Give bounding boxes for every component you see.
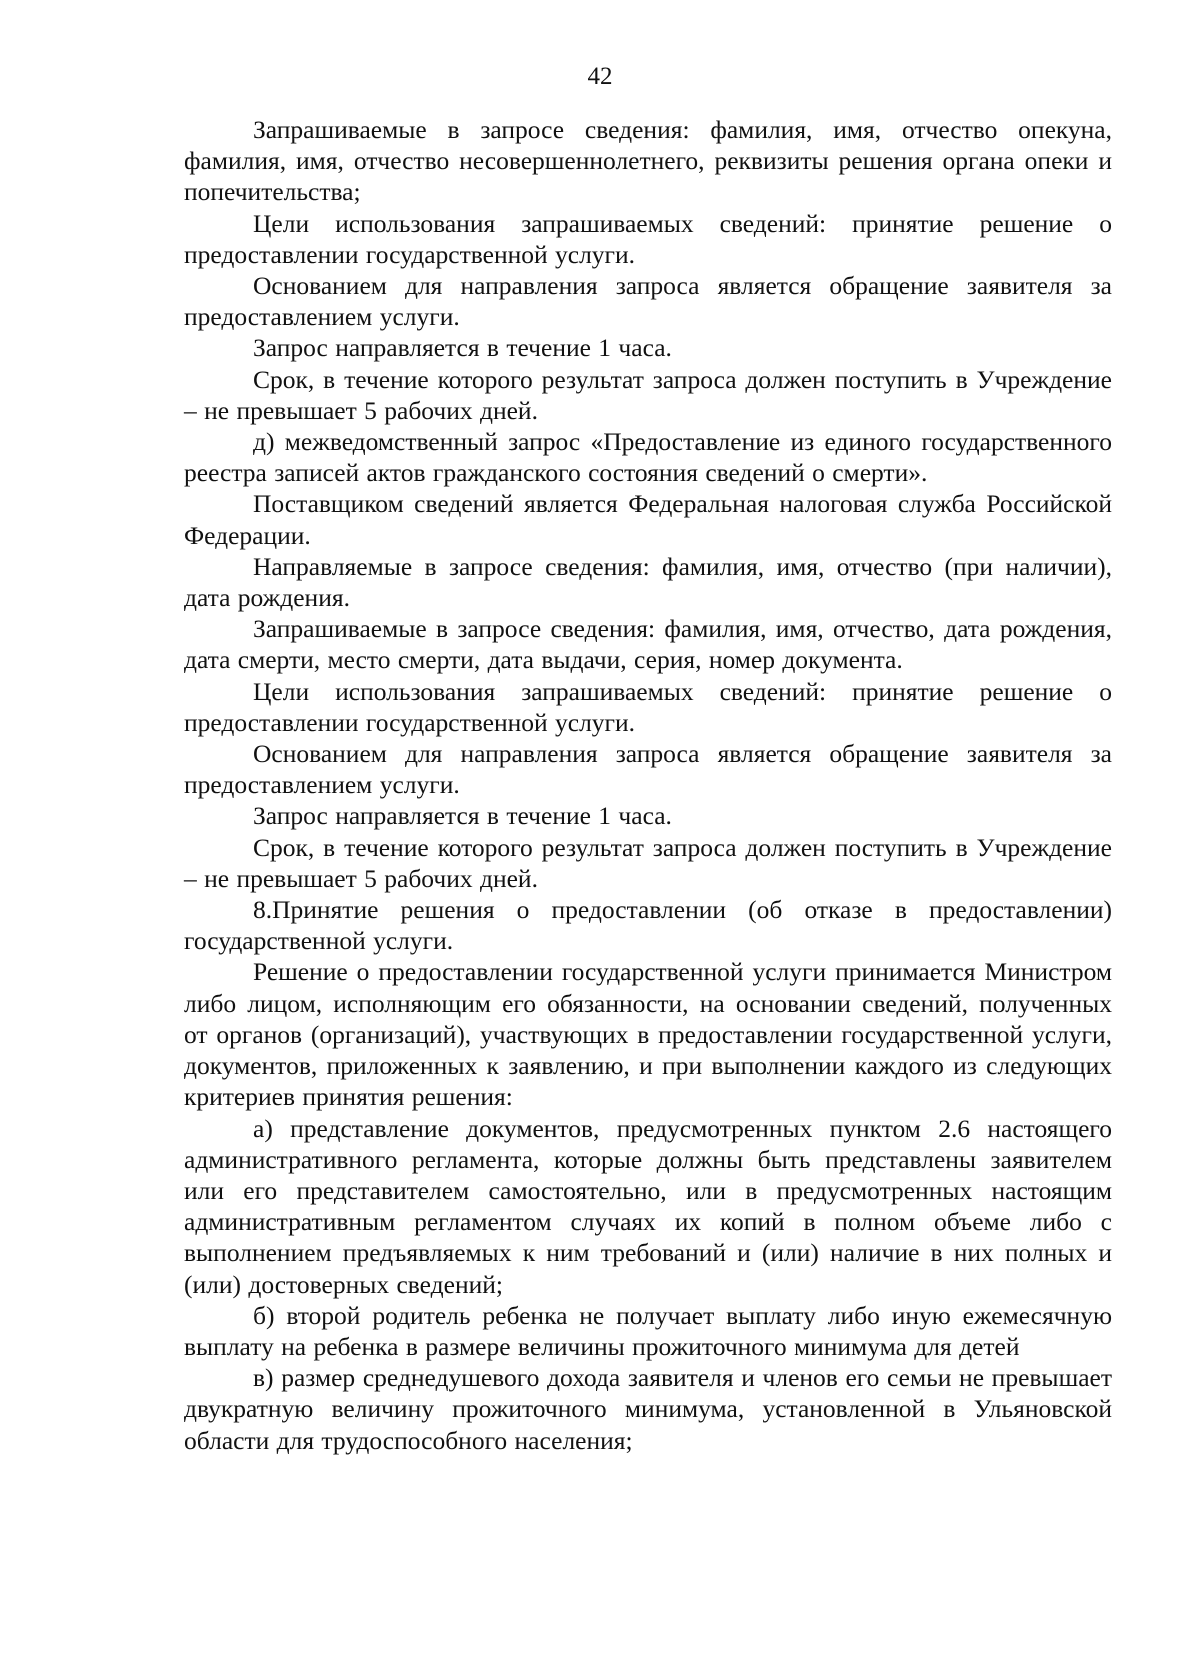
paragraph-requested-info-guardian: Запрашиваемые в запросе сведения: фамилия, имя, отчество опекуна, фамилия, имя, отчество несовершеннолетнего, реквизиты решения органа опеки и попечительства;	[184, 115, 1112, 207]
paragraph-supplier: Поставщиком сведений является Федеральная налоговая служба Российской Федерации.	[184, 489, 1112, 550]
paragraph-criterion-v: в) размер среднедушевого дохода заявителя и членов его семьи не превышает двукратную величину прожиточного минимума, установленной в Ульяновской области для трудоспособного населения;	[184, 1363, 1112, 1455]
paragraph-basis-2: Основанием для направления запроса является обращение заявителя за предоставлением услуги.	[184, 739, 1112, 800]
paragraph-purpose-2: Цели использования запрашиваемых сведений: принятие решение о предоставлении государственной услуги.	[184, 676, 1112, 737]
paragraph-sent-info: Направляемые в запросе сведения: фамилия, имя, отчество (при наличии), дата рождения.	[184, 551, 1112, 613]
paragraph-response-deadline: Срок, в течение которого результат запроса должен поступить в Учреждение – не превышает 5 рабочих дней.	[184, 364, 1112, 425]
paragraph-response-deadline-2: Срок, в течение которого результат запроса должен поступить в Учреждение – не превышает 5 рабочих дней.	[184, 832, 1112, 893]
paragraph-criterion-b: б) второй родитель ребенка не получает выплату либо иную ежемесячную выплату на ребенка в размере величины прожиточного минимума для детей	[184, 1300, 1112, 1361]
paragraph-requested-info-death: Запрашиваемые в запросе сведения: фамилия, имя, отчество, дата рождения, дата смерти, место смерти, дата выдачи, серия, номер документа.	[184, 614, 1112, 675]
paragraph-interagency-request-d: д) межведомственный запрос «Предоставление из единого государственного реестра записей актов гражданского состояния сведений о смерти».	[184, 427, 1112, 488]
document-body	[184, 114, 1112, 1456]
paragraph-decision: Решение о предоставлении государственной услуги принимается Министром либо лицом, исполняющим его обязанности, на основании сведений, полученных от органов (организаций), участвующих в предоставлении государственной услуги, документов, приложенных к заявлению, и при выполнении каждого из следующих критериев принятия решения:	[184, 957, 1112, 1112]
paragraph-request-time-2: Запрос направляется в течение 1 часа.	[253, 801, 672, 831]
paragraph-basis: Основанием для направления запроса является обращение заявителя за предоставлением услуги.	[184, 271, 1112, 332]
paragraph-purpose: Цели использования запрашиваемых сведений: принятие решение о предоставлении государственной услуги.	[184, 208, 1112, 269]
paragraph-section-8-heading: 8.Принятие решения о предоставлении (об отказе в предоставлении) государственной услуги.	[184, 895, 1112, 956]
paragraph-criterion-a: а) представление документов, предусмотренных пунктом 2.6 настоящего административного регламента, которые должны быть представлены заявителем или его представителем самостоятельно, или в предусмотренных настоящим административным регламентом случаях их копий в полном объеме либо с выполнением предъявляемых к ним требований и (или) наличие в них полных и (или) достоверных сведений;	[184, 1113, 1112, 1299]
paragraph-request-time: Запрос направляется в течение 1 часа.	[253, 333, 672, 363]
page-number: 42	[587, 63, 613, 90]
